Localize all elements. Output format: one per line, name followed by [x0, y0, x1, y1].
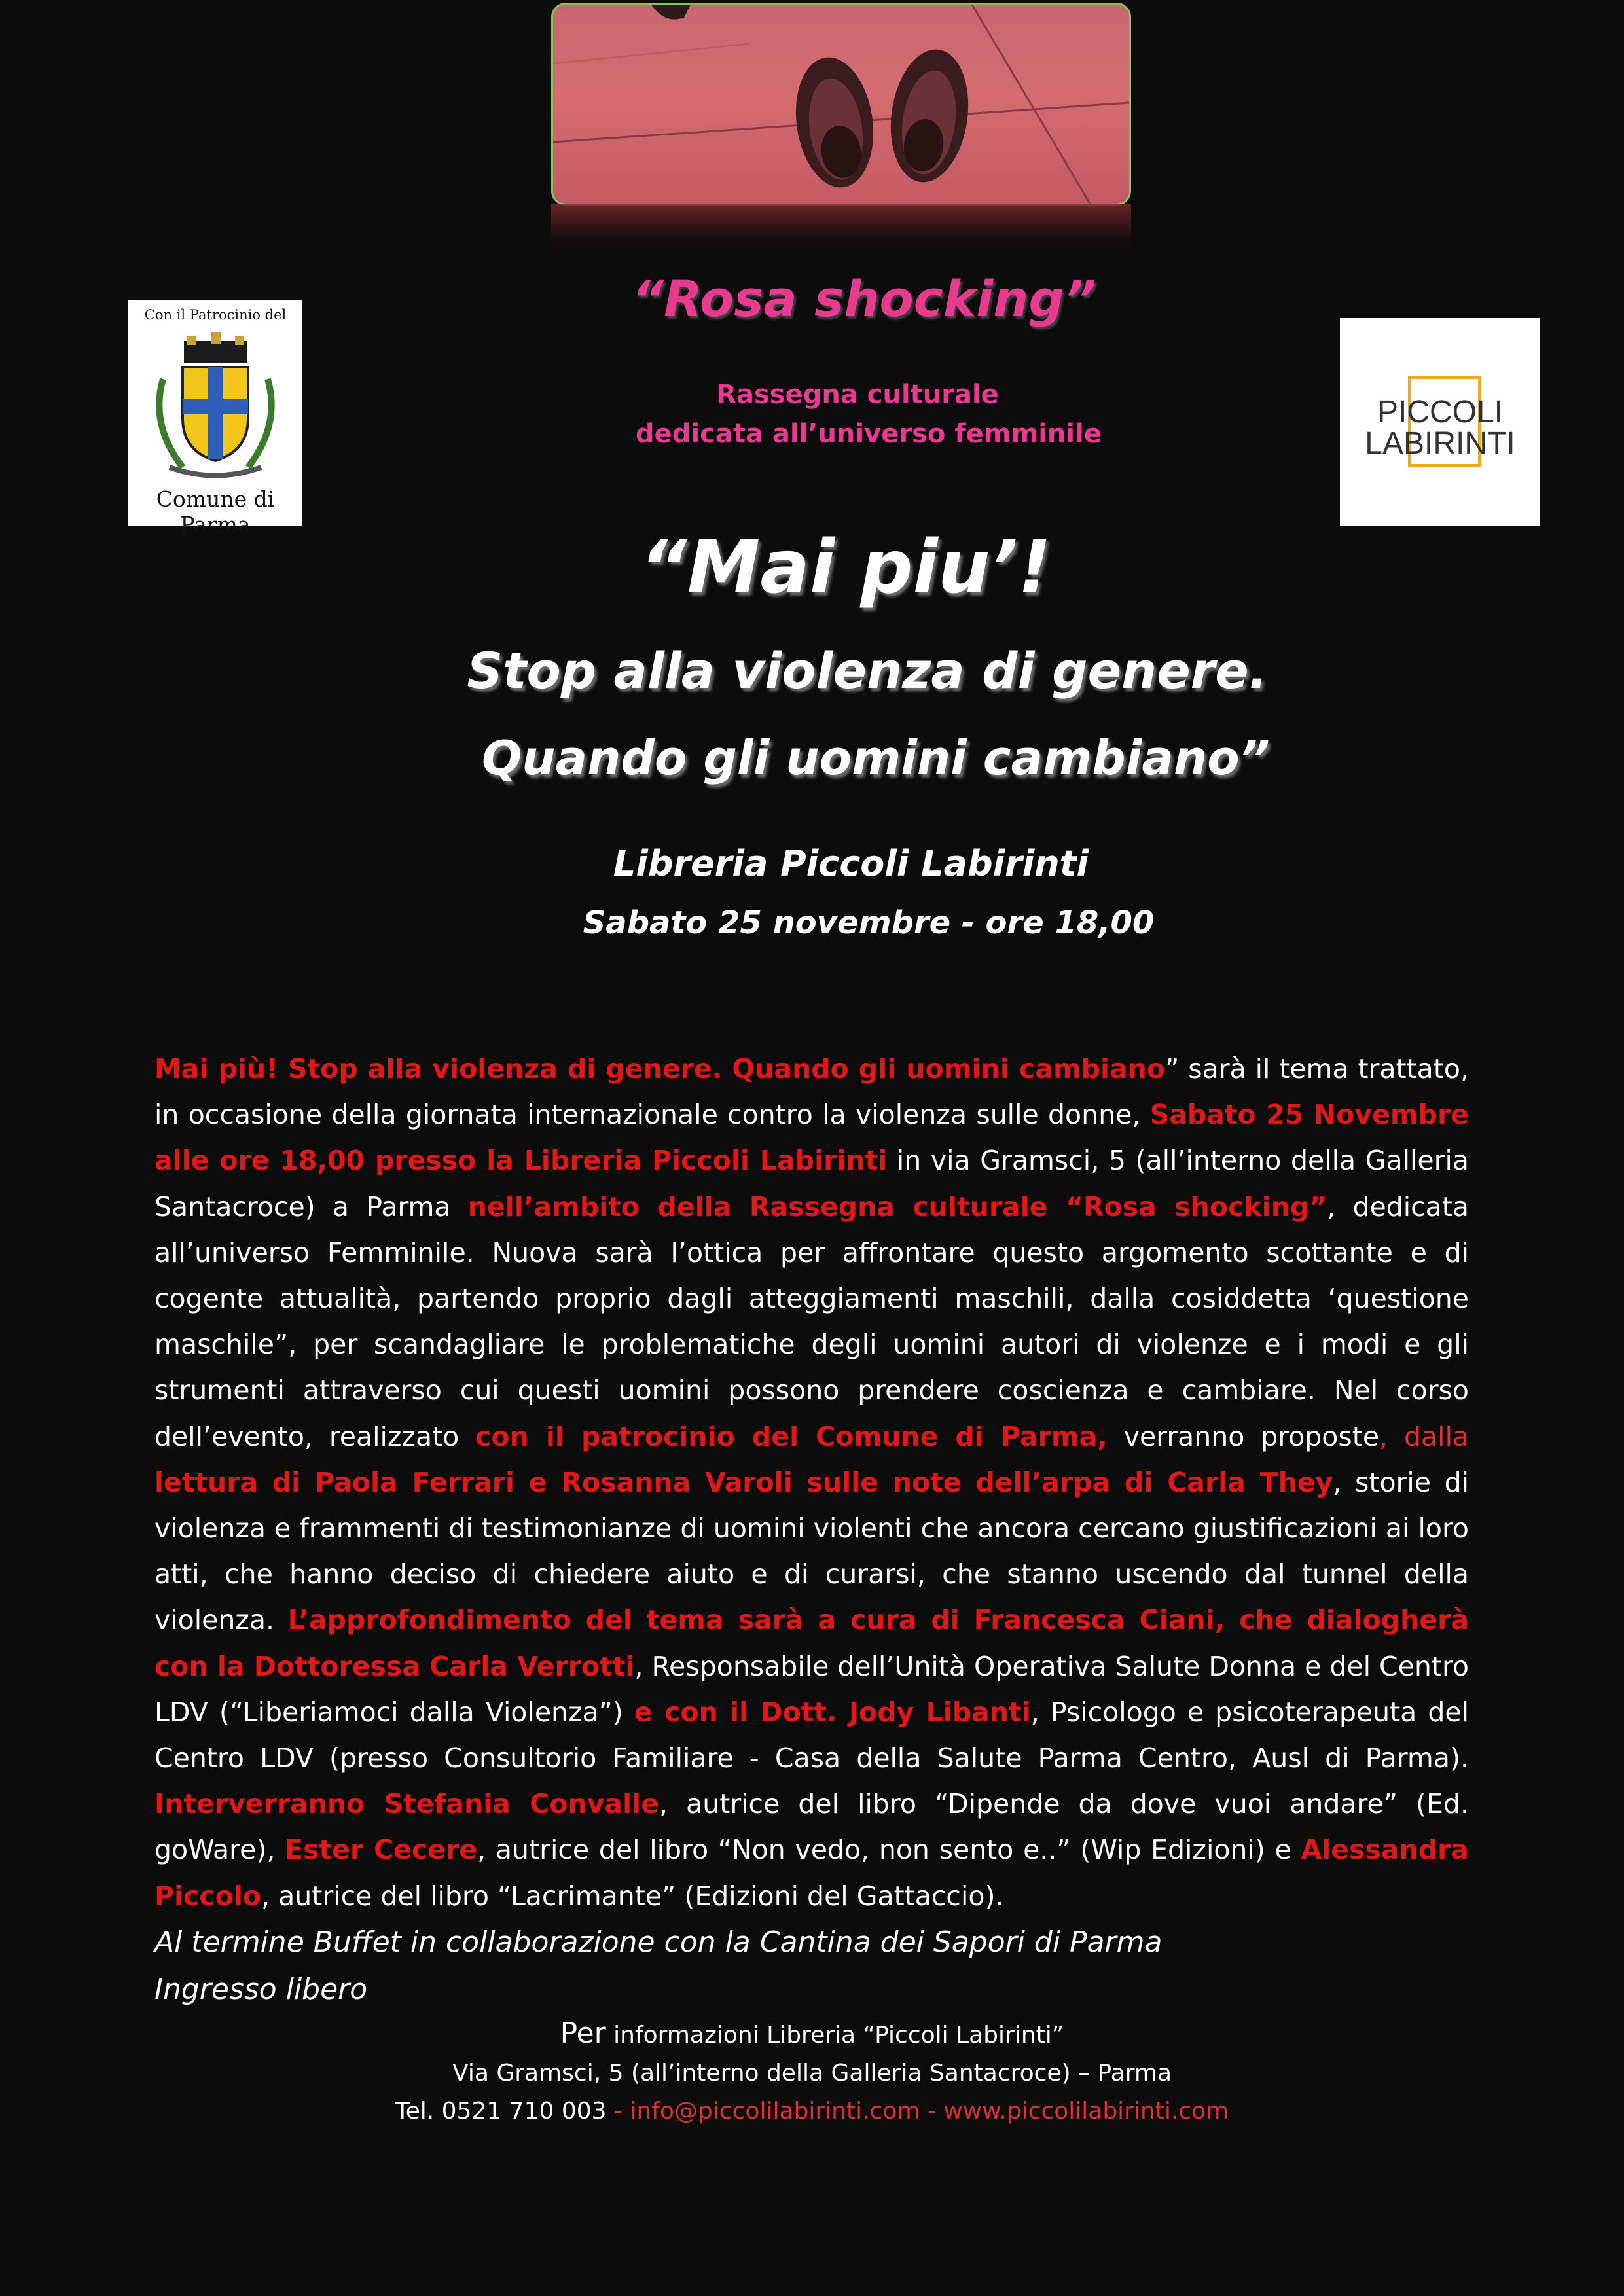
text-highlight: Interverranno Stefania Convalle — [154, 1788, 659, 1820]
event-title-line-1: “Mai piu’! — [640, 525, 1052, 610]
hero-reflection — [551, 204, 1131, 263]
text-run: , storie di violenza e frammenti di testimonianze di uomini violenti che ancora cercano giustificazioni ai loro atti, che hanno deciso di chiedere aiuto e di curarsi, che stanno uscendo dal tunnel della violenza. — [154, 1466, 1470, 1636]
text-run: , Responsabile dell’Unità Operativa Salute Donna e del Centro LDV (“Liberiamoci dalla Violenza”) — [154, 1650, 1469, 1728]
text-run: , autrice del libro “Non vedo, non sento e..” (Wip Edizioni) e — [477, 1834, 1301, 1866]
logo-line-1: PICCOLI — [1377, 395, 1504, 429]
text-highlight: Mai più! Stop alla violenza di genere. Quando gli uomini cambiano — [154, 1053, 1166, 1085]
free-entry-note: Ingresso libero — [154, 1973, 368, 2006]
patrocinio-caption: Con il Patrocinio del — [144, 307, 287, 323]
buffet-note: Al termine Buffet in collaborazione con la Cantina dei Sapori di Parma — [154, 1926, 1163, 1959]
text-highlight: Ester Cecere — [285, 1834, 478, 1866]
text-run: , Psicologo e psicoterapeuta del Centro LDV (presso Consultorio Familiare - Casa della Salute Parma Centro, Ausl di Parma). — [154, 1696, 1470, 1774]
text-highlight: Sabato 25 Novembre alle ore 18,00 presso la Libreria Piccoli Labirinti — [154, 1099, 1469, 1177]
text-highlight: con il patrocinio del Comune di Parma, — [475, 1420, 1108, 1452]
series-subtitle-1: Rassegna culturale — [716, 380, 999, 410]
footer-address: Via Gramsci, 5 (all’interno della Galleria Santacroce) – Parma — [452, 2060, 1172, 2087]
comune-di-parma-logo — [128, 300, 302, 537]
shoes-illustration — [553, 5, 1129, 204]
text-highlight-light: , dalla — [1379, 1420, 1469, 1452]
text-highlight: e con il Dott. Jody Libanti — [634, 1696, 1031, 1728]
event-venue: Libreria Piccoli Labirinti — [613, 843, 1089, 884]
series-subtitle-2: dedicata all’universo femminile — [636, 419, 1102, 449]
footer-contacts — [0, 2015, 1624, 2130]
text-run: , autrice del libro “Dipende da dove vuoi andare” (Ed. goWare), — [154, 1788, 1469, 1866]
text-highlight: Alessandra Piccolo — [154, 1834, 1469, 1912]
footer-email-link[interactable]: info@piccolilabirinti.com — [630, 2098, 920, 2125]
event-description — [154, 1046, 1469, 1919]
description-paragraph — [154, 1046, 1469, 1919]
text-run: ” sarà il tema trattato, in occasione della giornata internazionale contro la violenza sulle donne, — [154, 1053, 1469, 1131]
series-title: “Rosa shocking” — [632, 270, 1096, 328]
closing-notes — [154, 1919, 1333, 2013]
footer-info-text: informazioni Libreria “Piccoli Labirinti” — [605, 2022, 1064, 2049]
text-run: , dedicata all’universo Femminile. Nuova sarà l’ottica per affrontare questo argomento scottante e di cogente attualità, partendo proprio dagli atteggiamenti maschili, dalla cosiddetta ‘questione maschile”, per scandagliare le problematiche degli uomini autori di violenze e i modi e gli strumenti attraverso cui questi uomini possono prendere coscienza e cambiare. Nel corso dell’evento, realizzato — [154, 1191, 1470, 1452]
logo-line-2: LABIRINTI — [1365, 426, 1515, 461]
event-title-line-2: Stop alla violenza di genere. — [467, 641, 1268, 700]
footer-phone: Tel. 0521 710 003 — [395, 2098, 607, 2125]
text-highlight: nell’ambito della Rassegna culturale “Rosa shocking” — [467, 1191, 1327, 1223]
comune-caption: Comune di Parma — [156, 486, 275, 537]
event-title-line-3: Quando gli uomini cambiano” — [482, 730, 1270, 785]
text-run: verranno proposte — [1107, 1420, 1380, 1452]
text-run: , autrice del libro “Lacrimante” (Edizioni del Gattaccio). — [261, 1880, 1004, 1912]
footer-separator: - — [606, 2098, 630, 2125]
event-datetime: Sabato 25 novembre - ore 18,00 — [583, 905, 1155, 941]
footer-separator: - — [920, 2098, 944, 2125]
text-highlight: L’approfondimento del tema sarà a cura di Francesca Ciani, che dialogherà con la Dottoressa Carla Verrotti — [154, 1604, 1469, 1682]
hero-photo — [551, 3, 1131, 206]
footer-website-link[interactable]: www.piccolilabirinti.com — [943, 2098, 1229, 2125]
text-run: in via Gramsci, 5 (all’interno della Galleria Santacroce) a Parma — [154, 1145, 1469, 1223]
footer-info-prefix: Per — [560, 2017, 606, 2050]
text-highlight: lettura di Paola Ferrari e Rosanna Varoli sulle note dell’arpa di Carla They — [154, 1466, 1333, 1498]
footer-info-line — [0, 2015, 1624, 2054]
footer-contact-line — [0, 2092, 1624, 2130]
